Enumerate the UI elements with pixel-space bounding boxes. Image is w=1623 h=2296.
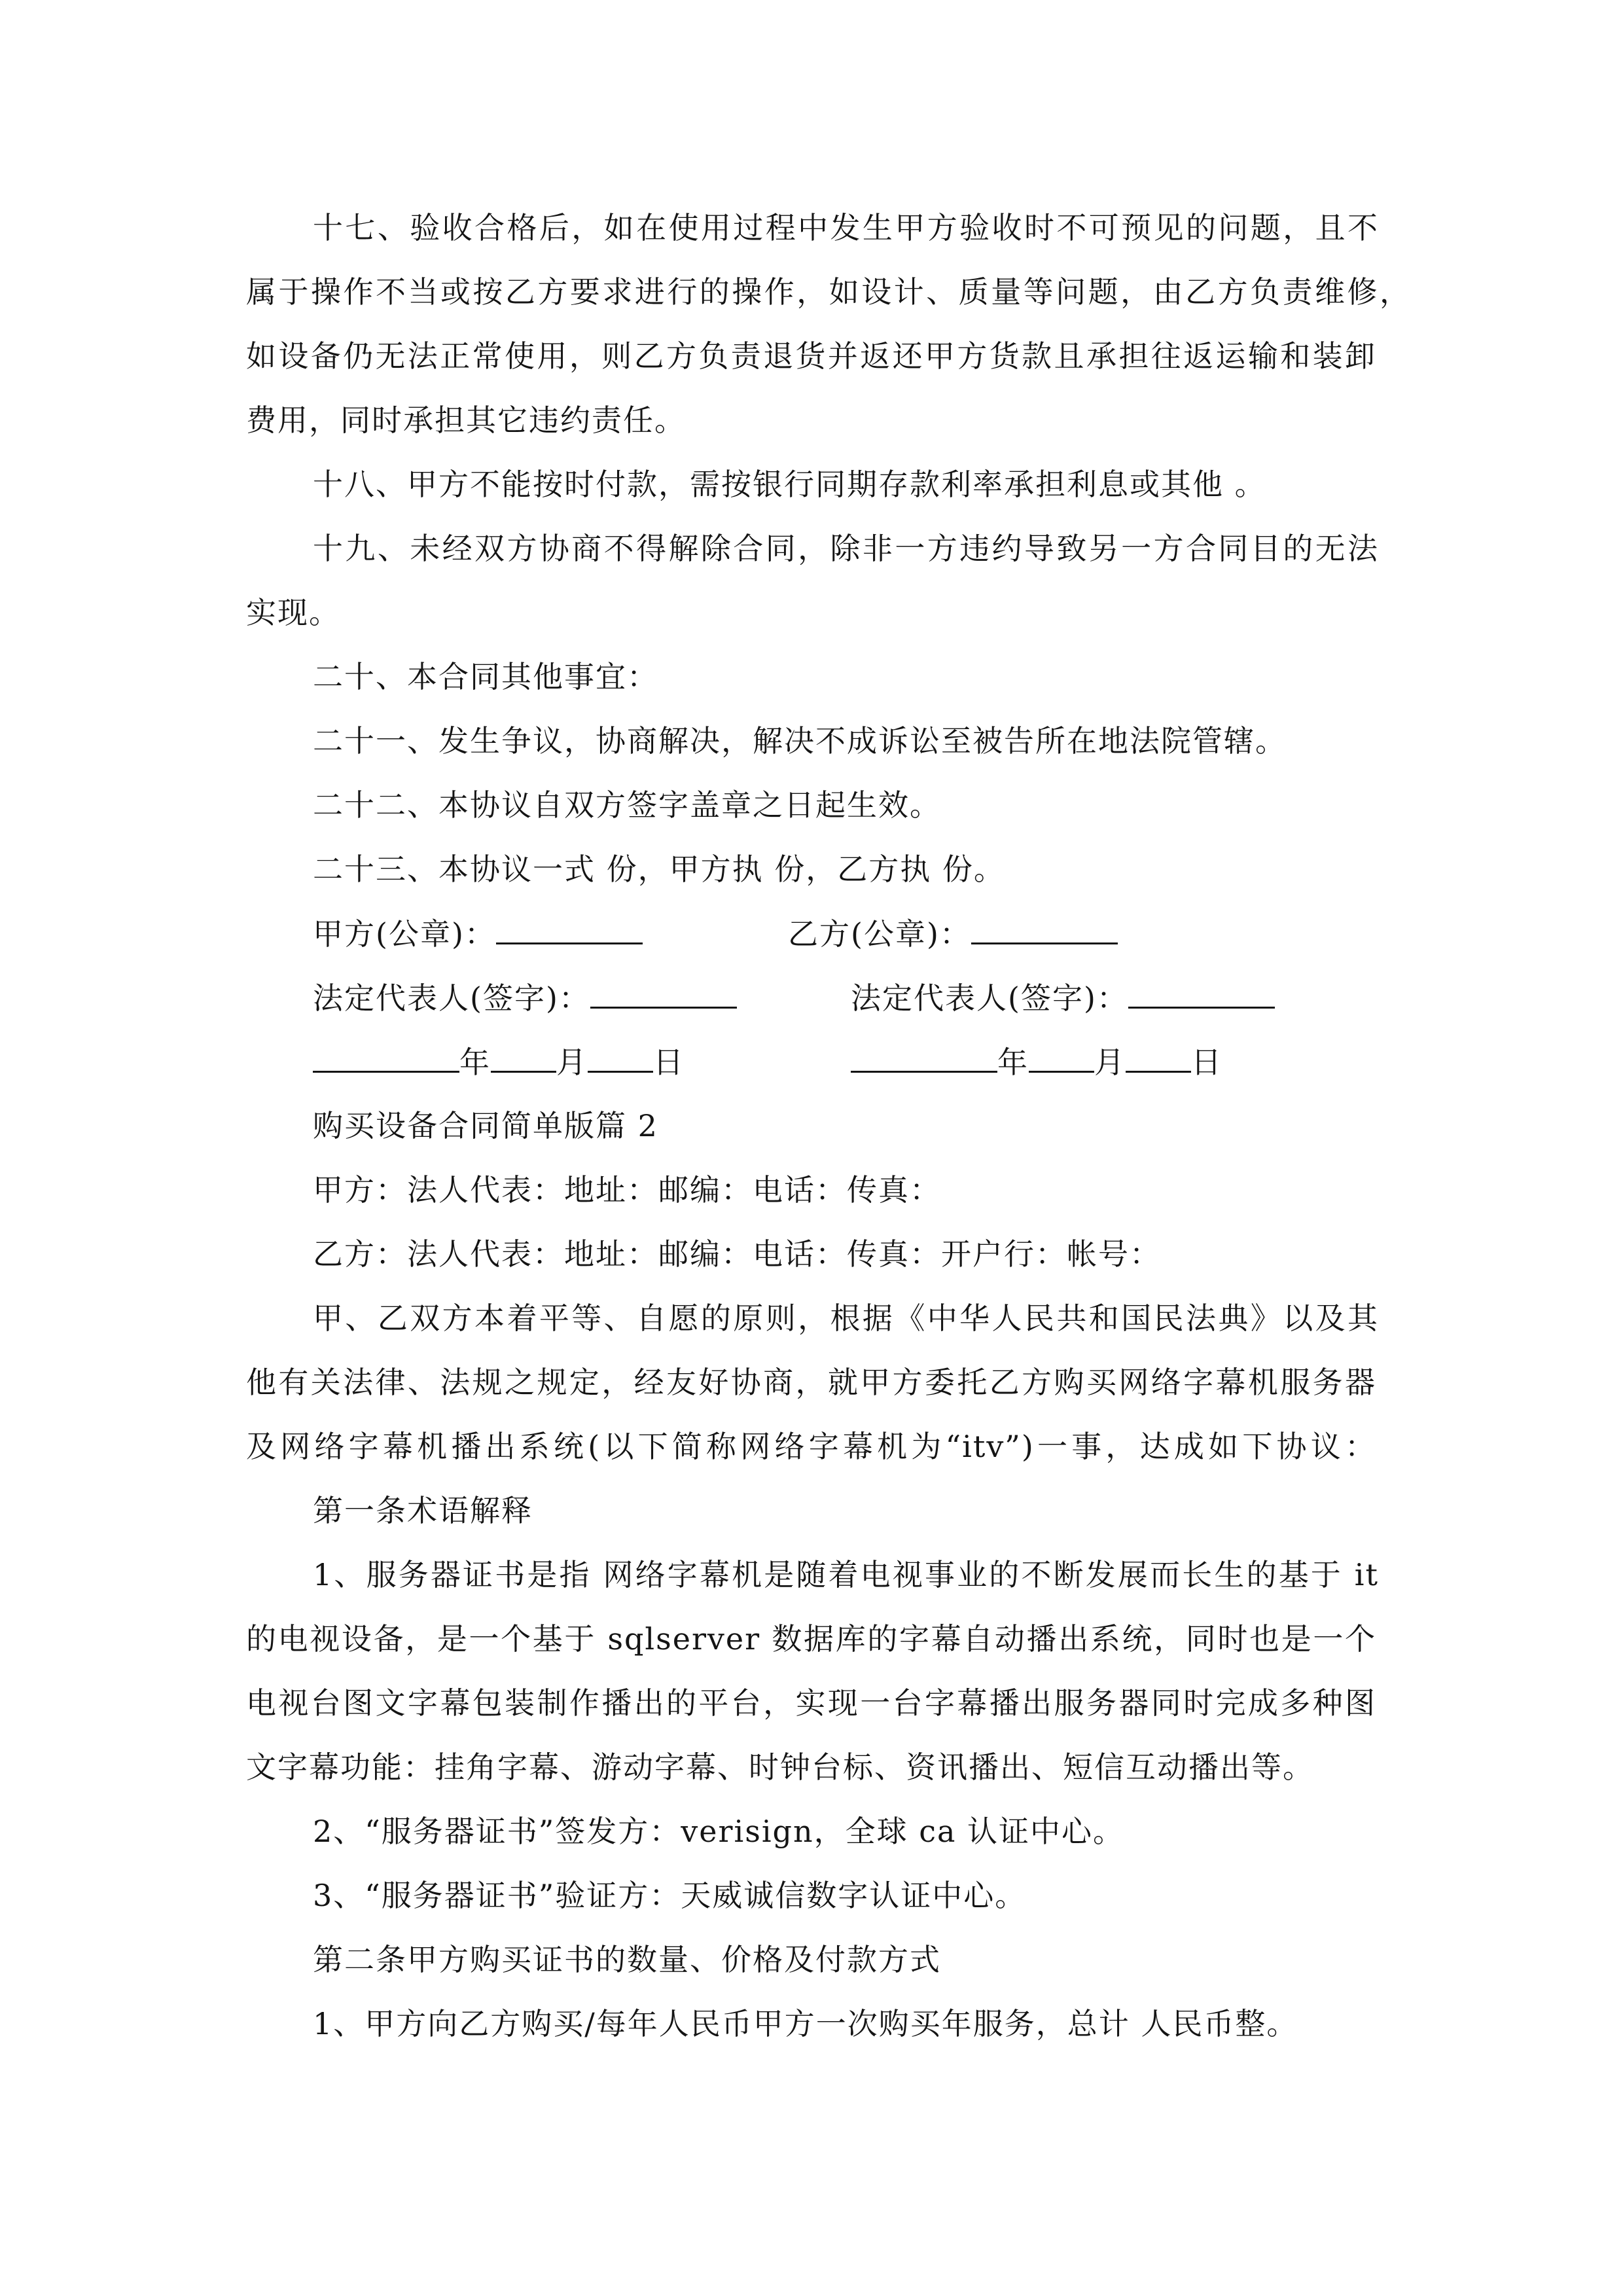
clause-17-line-1: 十七、验收合格后，如在使用过程中发生甲方验收时不可预见的问题，且不 [313, 210, 1379, 245]
party-a-seal-label: 甲方(公章)： [313, 916, 496, 952]
clause-19-line-1: 十九、未经双方协商不得解除合同，除非一方违约导致另一方合同目的无法 [313, 531, 1379, 566]
article-1-item-2: 2、“服务器证书”签发方：verisign，全球 ca 认证中心。 [313, 1814, 1125, 1849]
party-b-seal-blank [971, 914, 1118, 944]
preamble-line-2: 他有关法律、法规之规定，经友好协商，就甲方委托乙方购买网络字幕机服务器 [246, 1365, 1376, 1400]
clause-21: 二十一、发生争议，协商解决，解决不成诉讼至被告所在地法院管辖。 [313, 723, 1287, 759]
party-b-seal-row [788, 914, 1118, 954]
date-b-month-label: 月 [1094, 1045, 1126, 1080]
section-2-party-b: 乙方：法人代表：地址：邮编：电话：传真：开户行：帐号： [313, 1236, 1161, 1272]
clause-17-line-4: 费用，同时承担其它违约责任。 [246, 403, 686, 438]
article-1-item-1-line-4: 文字幕功能：挂角字幕、游动字幕、时钟台标、资讯播出、短信互动播出等。 [246, 1749, 1314, 1785]
clause-22: 二十二、本协议自双方签字盖章之日起生效。 [313, 787, 941, 823]
party-a-seal-row [313, 914, 643, 954]
preamble-line-3: 及网络字幕机播出系统(以下简称网络字幕机为“itv”)一事，达成如下协议： [246, 1429, 1376, 1464]
clause-17-line-3: 如设备仍无法正常使用，则乙方负责退货并返还甲方货款且承担往返运输和装卸 [246, 338, 1376, 374]
date-b-month-blank [1029, 1042, 1094, 1073]
date-b-year-label: 年 [997, 1045, 1029, 1080]
date-a-year-label: 年 [459, 1045, 491, 1080]
date-a-row [313, 1042, 685, 1082]
section-2-party-a: 甲方：法人代表：地址：邮编：电话：传真： [313, 1172, 941, 1208]
section-2-heading: 购买设备合同简单版篇 2 [313, 1108, 658, 1143]
article-2-title: 第二条甲方购买证书的数量、价格及付款方式 [313, 1942, 941, 1977]
date-a-day-blank [588, 1042, 653, 1073]
article-2-item-1: 1、甲方向乙方购买/每年人民币甲方一次购买年服务，总计 人民币整。 [313, 2006, 1298, 2041]
date-b-year-blank [851, 1042, 997, 1073]
date-a-year-blank [313, 1042, 459, 1073]
rep-a-blank [590, 978, 737, 1009]
rep-b-blank [1128, 978, 1275, 1009]
clause-18: 十八、甲方不能按时付款，需按银行同期存款利率承担利息或其他 。 [313, 467, 1266, 502]
date-a-day-label: 日 [653, 1045, 685, 1080]
preamble-line-1: 甲、乙双方本着平等、自愿的原则，根据《中华人民共和国民法典》以及其 [313, 1300, 1379, 1336]
clause-20: 二十、本合同其他事宜： [313, 659, 658, 694]
article-1-item-1-line-2: 的电视设备，是一个基于 sqlserver 数据库的字幕自动播出系统，同时也是一个 [246, 1621, 1376, 1657]
clause-19-line-2: 实现。 [246, 595, 340, 630]
clause-17-line-2: 属于操作不当或按乙方要求进行的操作，如设计、质量等问题，由乙方负责维修， [246, 274, 1411, 310]
article-1-item-3: 3、“服务器证书”验证方：天威诚信数字认证中心。 [313, 1878, 1027, 1913]
article-1-title: 第一条术语解释 [313, 1493, 533, 1528]
article-1-item-1-line-1: 1、服务器证书是指 网络字幕机是随着电视事业的不断发展而长生的基于 it [313, 1557, 1379, 1592]
party-b-seal-label: 乙方(公章)： [788, 916, 971, 952]
rep-a-row [313, 978, 737, 1018]
date-b-day-blank [1126, 1042, 1191, 1073]
party-a-seal-blank [496, 914, 643, 944]
rep-b-label: 法定代表人(签字)： [851, 980, 1128, 1016]
article-1-item-1-line-3: 电视台图文字幕包装制作播出的平台，实现一台字幕播出服务器同时完成多种图 [246, 1685, 1376, 1721]
date-b-row [851, 1042, 1222, 1082]
date-b-day-label: 日 [1191, 1045, 1222, 1080]
clause-23: 二十三、本协议一式 份，甲方执 份，乙方执 份。 [313, 852, 1005, 887]
rep-b-row [851, 978, 1275, 1018]
date-a-month-label: 月 [556, 1045, 588, 1080]
date-a-month-blank [491, 1042, 556, 1073]
rep-a-label: 法定代表人(签字)： [313, 980, 590, 1016]
